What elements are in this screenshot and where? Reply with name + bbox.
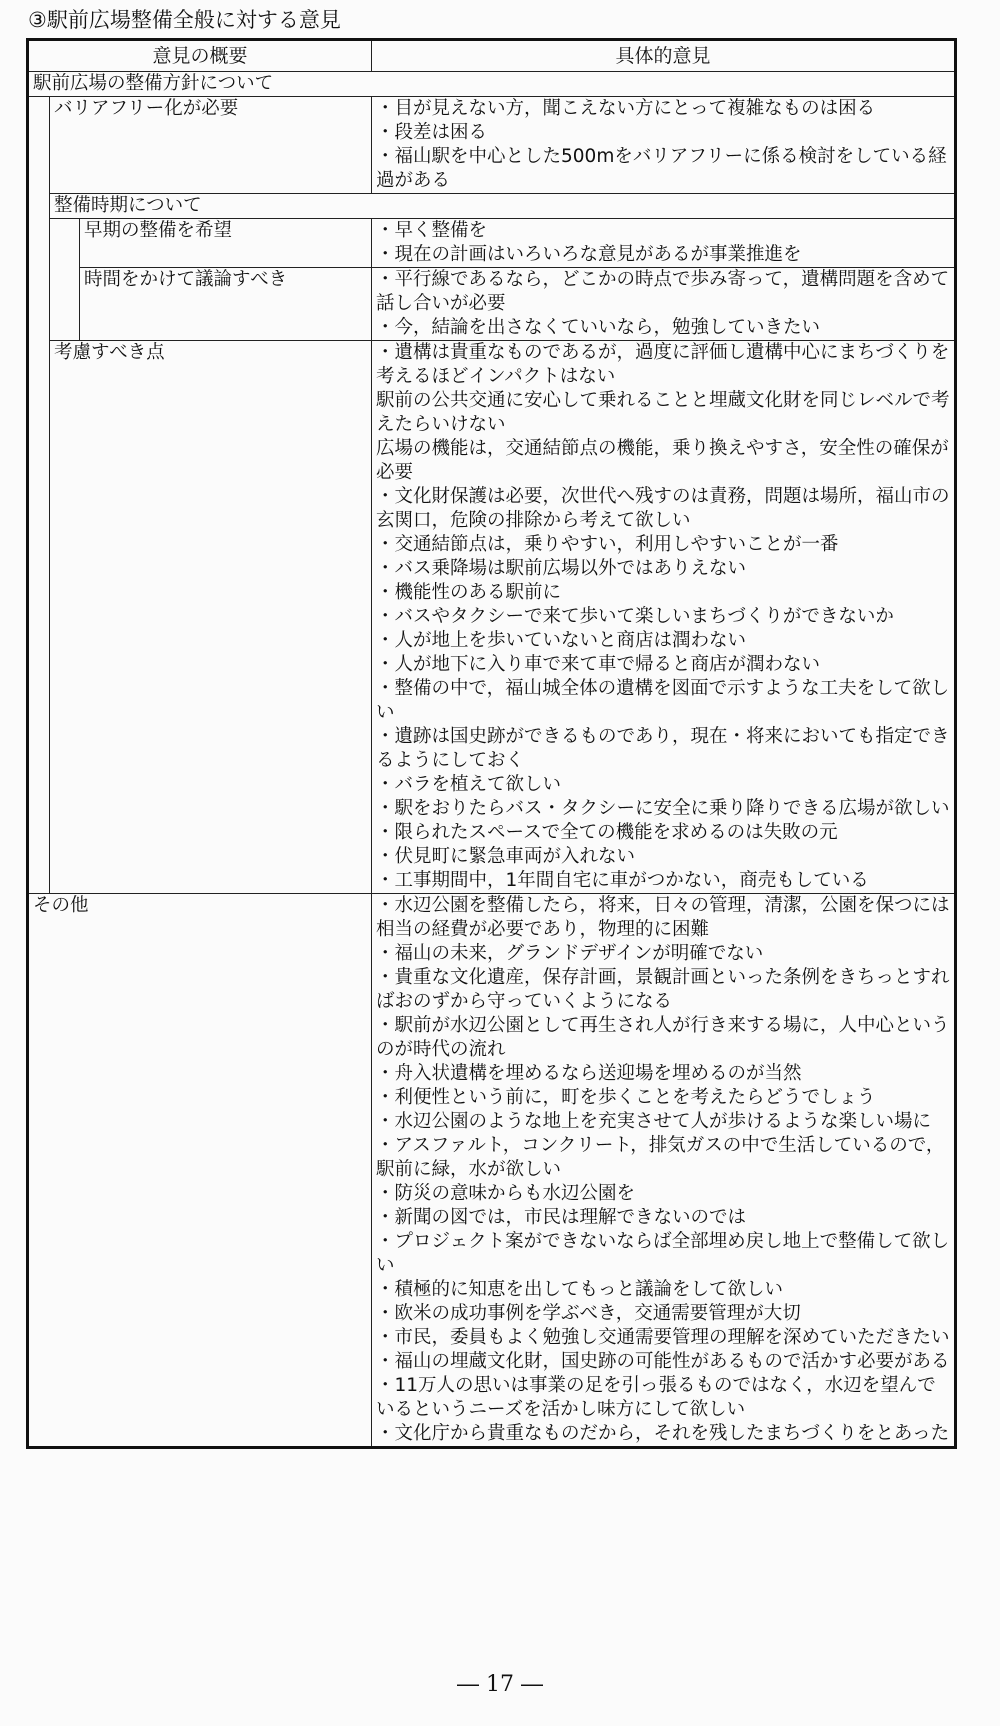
opinion-item: ・文化庁から貴重なものだから，それを残したまちづくりをとあった [376,1423,950,1444]
table-row [28,97,956,194]
subsection-timing: 整備時期について [50,194,956,219]
opinion-item: ・人が地上を歩いていないと商店は潤わない [376,630,747,651]
opinion-item: ・福山の未来，グランドデザインが明確でない [376,943,764,964]
summary-other: その他 [28,894,372,1448]
opinion-item: ・平行線であるなら，どこかの時点で歩み寄って，遺構問題を含めて話し合いが必要 [376,269,950,314]
opinion-item: ・11万人の思いは事業の足を引っ張るものではなく，水辺を望んでいるというニーズを活かし味方にして欲しい [376,1375,936,1420]
opinion-item: ・機能性のある駅前に [376,582,562,603]
summary-early: 早期の整備を希望 [80,219,372,268]
table-row [28,341,956,894]
opinion-item: ・段差は困る [376,122,488,143]
summary-take-time: 時間をかけて議論すべき [80,268,372,341]
opinion-item: ・福山駅を中心とした500mをバリアフリーに係る検討をしている経過がある [376,146,947,191]
opinion-item: ・駅前が水辺公園として再生され人が行き来する場に，人中心というのが時代の流れ [376,1015,950,1060]
opinion-item: ・文化財保護は必要，次世代へ残すのは責務，問題は場所，福山市の玄関口，危険の排除から考えて欲しい [376,486,950,531]
opinion-item: ・バスやタクシーで来て歩いて楽しいまちづくりができないか [376,606,894,627]
opinion-item: ・現在の計画はいろいろな意見があるが事業推進を [376,244,802,265]
opinion-item: ・駅をおりたらバス・タクシーに安全に乗り降りできる広場が欲しい [376,798,950,819]
opinion-item: ・福山の埋蔵文化財，国史跡の可能性があるもので活かす必要がある [376,1351,950,1372]
indent-cell [50,219,80,341]
section-row [28,72,956,97]
opinion-item: ・水辺公園のような地上を充実させて人が歩けるような楽しい場に [376,1111,932,1132]
opinion-item: ・遺跡は国史跡ができるものであり，現在・将来においても指定できるようにしておく [376,726,950,771]
opinion-item: 駅前の公共交通に安心して乗れることと埋蔵文化財を同じレベルで考えたらいけない [376,390,950,435]
opinion-item: ・限られたスペースで全ての機能を求めるのは失敗の元 [376,822,838,843]
opinion-item: ・今，結論を出さなくていいなら，勉強していきたい [376,317,821,338]
opinion-item: ・新聞の図では，市民は理解できないのでは [376,1207,747,1228]
opinion-item: ・舟入状遺構を埋めるなら送迎場を埋めるのが当然 [376,1063,802,1084]
table-row [28,268,956,341]
indent-cell [28,97,50,894]
opinion-item: ・積極的に知恵を出してもっと議論をして欲しい [376,1279,784,1300]
opinion-item: ・防災の意味からも水辺公園を [376,1183,636,1204]
opinion-item: ・プロジェクト案ができないならば全部埋め戻し地上で整備して欲しい [376,1231,950,1276]
detail-consider [372,341,956,894]
opinion-item: ・アスファルト，コンクリート，排気ガスの中で生活しているので，駅前に緑，水が欲しい [376,1135,945,1180]
column-header-summary: 意見の概要 [28,40,372,72]
opinion-item: ・目が見えない方，聞こえない方にとって複雑なものは困る [376,98,876,119]
opinion-item: ・欧米の成功事例を学ぶべき，交通需要管理が大切 [376,1303,801,1324]
subsection-row [28,194,956,219]
opinion-item: 広場の機能は，交通結節点の機能，乗り換えやすさ，安全性の確保が必要 [376,438,949,483]
detail-early [372,219,956,268]
opinion-item: ・早く整備を [376,220,488,241]
opinion-item: ・バス乗降場は駅前広場以外ではありえない [376,558,747,579]
opinion-item: ・交通結節点は，乗りやすい，利用しやすいことが一番 [376,534,839,555]
opinion-item: ・水辺公園を整備したら，将来，日々の管理，清潔，公園を保つには相当の経費が必要であり，物理的に困難 [376,895,950,940]
opinion-item: ・工事期間中，1年間自宅に車がつかない，商売もしている [376,870,869,891]
opinion-item: ・貴重な文化遺産，保存計画，景観計画といった条例をきちっとすればおのずから守っていくようになる [376,967,950,1012]
detail-take-time [372,268,956,341]
page-heading: ③駅前広場整備全般に対する意見 [28,8,341,32]
opinion-item: ・利便性という前に，町を歩くことを考えたらどうでしょう [376,1087,876,1108]
opinion-item: ・遺構は貴重なものであるが，過度に評価し遺構中心にまちづくりを考えるほどインパクトはない [376,342,950,387]
opinion-item: ・伏見町に緊急車両が入れない [376,846,636,867]
opinion-table [26,38,957,1449]
opinion-item: ・整備の中で，福山城全体の遺構を図面で示すような工夫をして欲しい [376,678,950,723]
detail-barrier-free [372,97,956,194]
section-policy: 駅前広場の整備方針について [28,72,956,97]
page-number: ― 17 ― [457,1672,543,1697]
header-row [28,40,956,72]
column-header-detail: 具体的意見 [372,40,956,72]
table-row [28,894,956,1448]
summary-barrier-free: バリアフリー化が必要 [50,97,372,194]
table-row [28,219,956,268]
detail-other [372,894,956,1448]
opinion-item: ・人が地下に入り車で来て車で帰ると商店が潤わない [376,654,821,675]
summary-consider: 考慮すべき点 [50,341,372,894]
opinion-item: ・バラを植えて欲しい [376,774,562,795]
opinion-item: ・市民，委員もよく勉強し交通需要管理の理解を深めていただきたい [376,1327,950,1348]
